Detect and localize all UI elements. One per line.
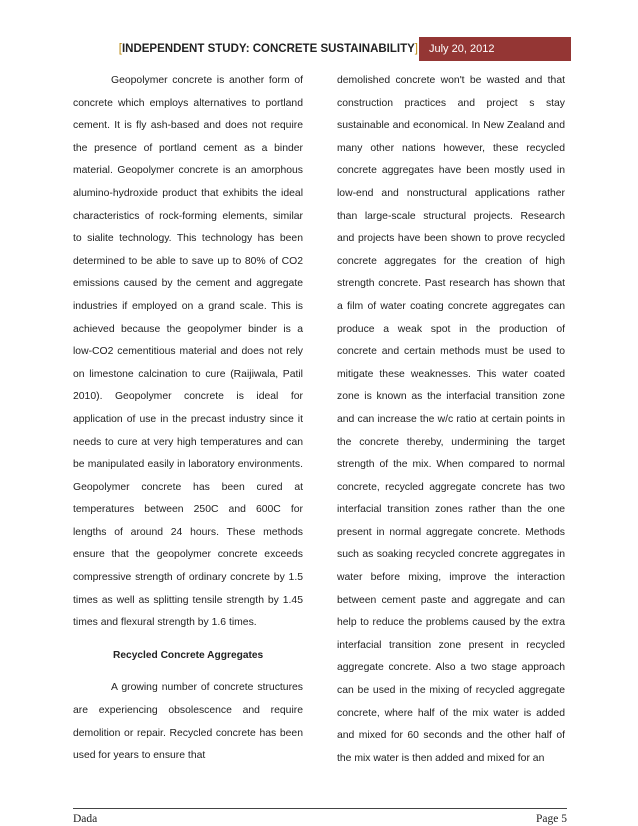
left-paragraph-recycled: A growing number of concrete structures are experiencing obsolescence and require demolition or repair. Recycled concrete has been used for years to ensure that xyxy=(73,682,303,762)
header-bracket-close: ] xyxy=(414,43,418,55)
header-bracket-open: [ xyxy=(118,43,122,55)
section-heading-recycled-aggregates: Recycled Concrete Aggregates xyxy=(113,649,264,661)
header-date: July 20, 2012 xyxy=(419,37,571,61)
footer-author: Dada xyxy=(73,813,98,825)
right-column xyxy=(337,70,565,770)
page-footer xyxy=(73,808,567,825)
left-column xyxy=(73,70,303,768)
page-header xyxy=(0,37,638,61)
footer-divider xyxy=(73,808,567,809)
left-paragraph-geopolymer: Geopolymer concrete is another form of concrete which employs alternatives to portland cement. It is fly ash-based and does not require the presence of portland cement as a binder material. Geopolymer concrete is an amorphous alumino-hydroxide product that exhibits the ideal characteristics of rock-forming elements, similar to sialite technology. This technology has been determined to be able to save up to 80% of CO2 emissions caused by the cement and aggregate industries if employed on a grand scale. This is achieved because the geopolymer binder is a low-CO2 cementitious material and does not rely on limestone calcination to cure (Raijiwala, Patil 2010). Geopolymer concrete is ideal for application of use in the precast industry since it needs to cure at very high temperatures and can be manipulated easily in laboratory environments. Geopolymer concrete has been cured at temperatures between 250C and 600C for lengths of around 24 hours. These methods ensure that the geopolymer concrete exceeds compressive strength of ordinary concrete by 1.5 times as well as splitting tensile strength by 1.45 times and flexural strength by 1.6 times. xyxy=(73,75,303,629)
header-title xyxy=(119,37,418,61)
header-title-text: INDEPENDENT STUDY: CONCRETE SUSTAINABILITY xyxy=(121,43,415,55)
right-paragraph-recycled: demolished concrete won't be wasted and that construction practices and project s stay sustainable and economical. In New Zealand and many other nations however, these recycled concrete aggregates have been mostly used in low-end and nonstructural applications rather than large-scale structural projects. Research and projects have been shown to prove recycled concrete aggregates for the creation of high strength concrete. Past research has shown that a film of water coating concrete aggregates can produce a weak spot in the production of concrete and certain methods must be used to mitigate these weaknesses. This water coated zone is known as the interfacial transition zone and can increase the w/c ratio at certain points in the concrete thereby, undermining the target strength of the mix. When compared to normal concrete, recycled aggregate concrete has two interfacial transition zones rather than the one present in normal aggregate concrete. Methods such as soaking recycled concrete aggregates in water before mixing, improve the interaction between cement paste and aggregate and can help to reduce the problems caused by the extra interfacial transition zone present in recycled aggregate concrete. Also a two stage approach can be used in the mixing of recycled aggregate concrete, where half of the mix water is added and mixed for 60 seconds and the other half of the mix water is then added and mixed for an xyxy=(337,75,565,764)
footer-page-number: Page 5 xyxy=(536,813,567,825)
